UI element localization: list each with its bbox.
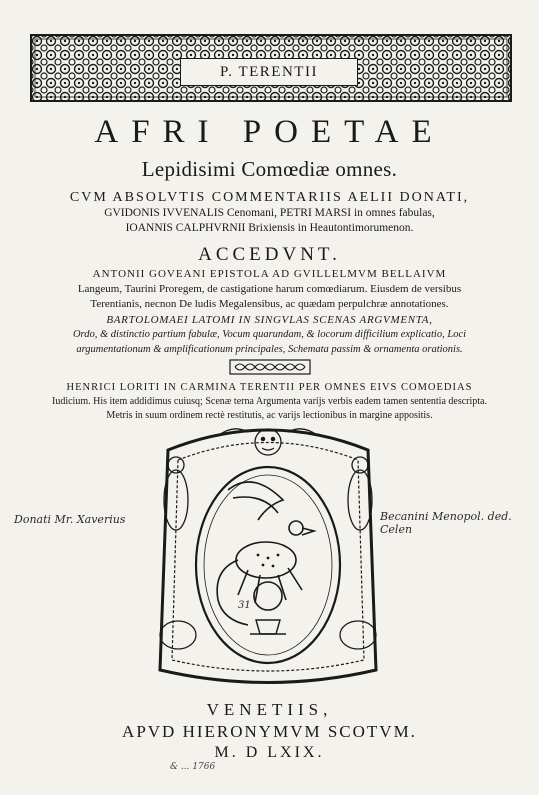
subtitle: Lepidisimi Comœdiæ omnes. (141, 157, 398, 181)
banner-title: P. TERENTII (180, 58, 358, 86)
accedunt-line-1: ANTONII GOVEANI EPISTOLA AD GVILLELMVM BELLAIVM (92, 268, 447, 280)
handwritten-bottom-note: & ... 1766 (170, 762, 216, 772)
accedunt-heading: ACCEDVNT. (198, 244, 341, 265)
main-title: AFRI POETAE (94, 114, 445, 150)
accedunt-line-5: Ordo, & distinctio partium fabulæ, Vocum quarundam, & locorum difficilium explicatio, Loci (72, 329, 467, 340)
commentary-line-3: IOANNIS CALPHVRNII Brixiensis in Heautontimorumenon. (125, 222, 414, 234)
imprint-city: VENETIIS, (206, 700, 333, 719)
fleuron-ornament (229, 359, 311, 375)
accedunt-line-6: argumentationum & amplificationum principales, Schemata passim & ornamenta orationis. (76, 344, 463, 355)
loritus-line-1: HENRICI LORITI IN CARMINA TERENTII PER OMNES EIVS COMOEDIAS (66, 382, 473, 393)
imprint-date: M. D LXIX. (214, 744, 325, 761)
commentary-line-2: GVIDONIS IVVENALIS Cenomani, PETRI MARSI in omnes fabulas, (104, 207, 435, 219)
commentary-line-1: CVM ABSOLVTIS COMMENTARIIS AELII DONATI, (69, 190, 470, 205)
imprint-printer: APVD HIERONYMVM SCOTVM. (122, 722, 417, 741)
accedunt-line-2: Langeum, Taurini Proregem, de castigatione harum comœdiarum. Eiusdem de versibus (77, 283, 462, 295)
loritus-line-2: Iudicium. His item addidimus cuiusq; Scenæ terna Argumenta varijs verbis eadem tamen sententia descripta. (52, 396, 487, 407)
loritus-line-3: Metris in suum ordinem rectè restitutis, ac varijs lectionibus in margine appositis. (106, 410, 433, 421)
handwritten-note-right: Becanini Menopol. ded. Celen (380, 510, 512, 536)
accedunt-line-3: Terentianis, necnon De ludis Megalensibus, ac quædam perpulchræ annotationes. (90, 298, 449, 310)
handwritten-number: 31 (238, 600, 251, 611)
handwritten-note-left: Donati Mr. Xaverius (14, 513, 126, 526)
printers-device-woodcut (148, 420, 388, 688)
accedunt-line-4: BARTOLOMAEI LATOMI IN SINGVLAS SCENAS ARGVMENTA, (106, 314, 433, 326)
